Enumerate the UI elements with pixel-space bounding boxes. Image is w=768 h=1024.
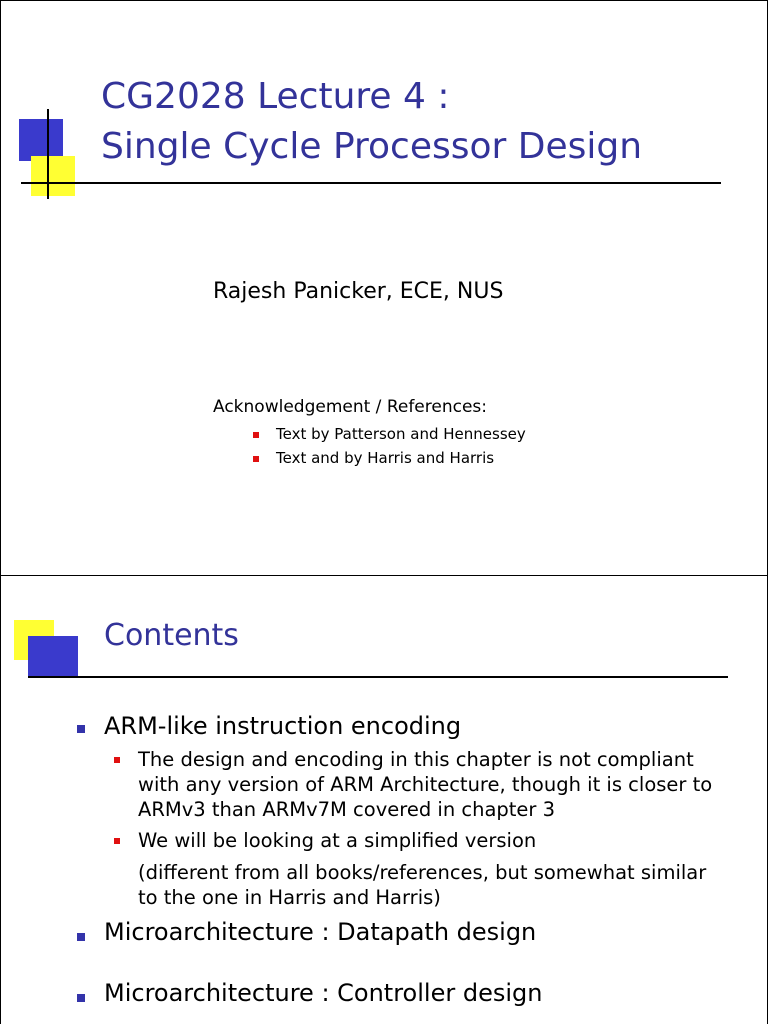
sub-item-line: ARMv3 than ARMv7M covered in chapter 3 [138, 798, 556, 821]
list-item: Microarchitecture : Controller design [104, 979, 543, 1007]
list-bullet [77, 933, 85, 941]
sub-bullet [114, 838, 120, 844]
deco-blue-square [28, 636, 78, 676]
note-line: (different from all books/references, but somewhat similar [138, 861, 707, 884]
deco-yellow-square [31, 156, 75, 196]
slide-title-line2: Single Cycle Processor Design [101, 126, 643, 167]
sub-bullet [114, 757, 120, 763]
ack-heading: Acknowledgement / References: [213, 397, 488, 417]
contents-slide [0, 576, 768, 1024]
note-line: to the one in Harris and Harris) [138, 886, 441, 909]
ack-item: Text and by Harris and Harris [276, 449, 495, 467]
slide-title-line1: CG2028 Lecture 4 : [101, 76, 450, 117]
ack-bullet [253, 432, 259, 438]
list-bullet [77, 994, 85, 1002]
list-item: ARM-like instruction encoding [104, 712, 462, 740]
list-item: Microarchitecture : Datapath design [104, 918, 537, 946]
author-line: Rajesh Panicker, ECE, NUS [213, 279, 504, 304]
title-underline [21, 182, 721, 184]
ack-item: Text by Patterson and Hennessey [276, 425, 526, 443]
slide-title: Contents [104, 618, 239, 653]
deco-vertical-line [47, 109, 49, 199]
ack-bullet [253, 456, 259, 462]
sub-item-line: The design and encoding in this chapter is not compliant [138, 748, 694, 771]
sub-item-line: with any version of ARM Architecture, though it is closer to [138, 773, 713, 796]
list-bullet [77, 725, 85, 733]
deco-blue-square [19, 119, 63, 161]
sub-item-line: We will be looking at a simplified version [138, 829, 537, 852]
title-underline [28, 676, 728, 678]
